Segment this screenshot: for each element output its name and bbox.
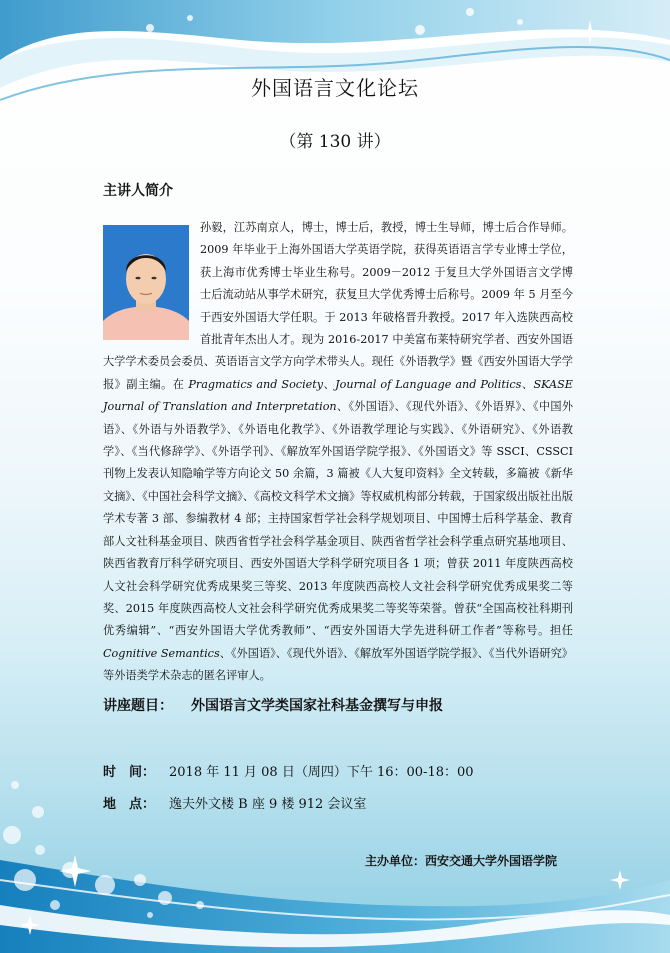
speaker-bio (103, 217, 573, 688)
journal-title: Pragmatics and Society (188, 377, 324, 391)
bio-text: 、《外国语》、《现代外语》、《解放军外国语学院学报》、《当代外语研究》等外语类学术杂志的匿名评审人。 (103, 646, 573, 683)
bio-text: 孙毅，江苏南京人，博士，博士后，教授，博士生导师，博士后合作导师。2009 年毕业于上海外国语大学英语学院，获得英语语言学专业博士学位，获上海市优秀博士毕业生称号。2009－2012 于复旦大学外国语言文学博士后流动站从事学术研究，获复旦大学优秀博士后称号。2009 年 5 月至今于西安外国语大学任职。于 2013 年破格晋升教授。2017 年入选陕西高校首批青年杰出人才。现为 2016-2017 中美富布莱特研究学者、西安外国语大学学术委员会委员、英语语言文学方向学术带头人。现任《外语教学》暨《西安外国语大学学报》副主编。在 (103, 221, 573, 391)
organizer: 主办单位：西安交通大学外国语学院 (365, 854, 558, 868)
photo-spacer (103, 217, 189, 341)
lecture-topic-label: 讲座题目： (103, 698, 173, 714)
place-label: 地 点： (103, 797, 156, 812)
journal-title: Journal of Language and Politics (335, 377, 522, 391)
lecture-number: （第 130 讲） (279, 132, 391, 152)
place-value: 逸夫外文楼 B 座 9 楼 912 会议室 (169, 797, 367, 812)
journal-title: Cognitive Semantics (103, 646, 220, 660)
bio-separator: 、 (521, 377, 534, 391)
poster-title: 外国语言文化论坛 (251, 76, 419, 100)
speaker-section-heading: 主讲人简介 (103, 183, 173, 199)
lecture-topic (103, 695, 443, 715)
bio-text: 、《外国语》、《现代外语》、《外语界》、《中国外语》、《外语与外语教学》、《外语电化教学》、《外语教学理论与实践》、《外语研究》、《外语教学》、《当代修辞学》、《外语学刊》、《解放军外国语学院学报》、《外国语文》等 SSCI、CSSCI 刊物上发表认知隐喻学等方向论文 50 余篇，3 篇被《人大复印资料》全文转载，多篇被《新华文摘》、《中国社会科学文摘》、《高校文科学术文摘》等权威机构部分转载，于国家级出版社出版学术专著 3 部、参编教材 4 部；主持国家哲学社会科学规划项目、中国博士后科学基金、教育部人文社科基金项目、陕西省哲学社会科学基金项目、陕西省哲学社会科学重点研究基地项目、陕西省教育厅科学研究项目、西安外国语大学科学研究项目各 1 项；曾获 2011 年度陕西高校人文社会科学研究优秀成果奖三等奖、2013 年度陕西高校人文社会科学研究优秀成果奖二等奖、2015 年度陕西高校人文社会科学研究优秀成果奖二等奖等荣誉。曾获“全国高校社科期刊优秀编辑”、“西安外国语大学优秀教师”、“西安外国语大学先进科研工作者”等称号。担任 (103, 400, 574, 638)
lecture-place (103, 793, 366, 812)
lecture-topic-value: 外国语言文学类国家社科基金撰写与申报 (191, 698, 443, 714)
journal-title: SKASE Journal of Translation and Interpretation (103, 377, 573, 414)
bio-separator: 、 (323, 377, 336, 391)
lecture-time (103, 761, 474, 780)
time-value: 2018 年 11 月 08 日（周四）下午 16：00-18：00 (169, 765, 474, 780)
time-label: 时 间： (103, 765, 156, 780)
